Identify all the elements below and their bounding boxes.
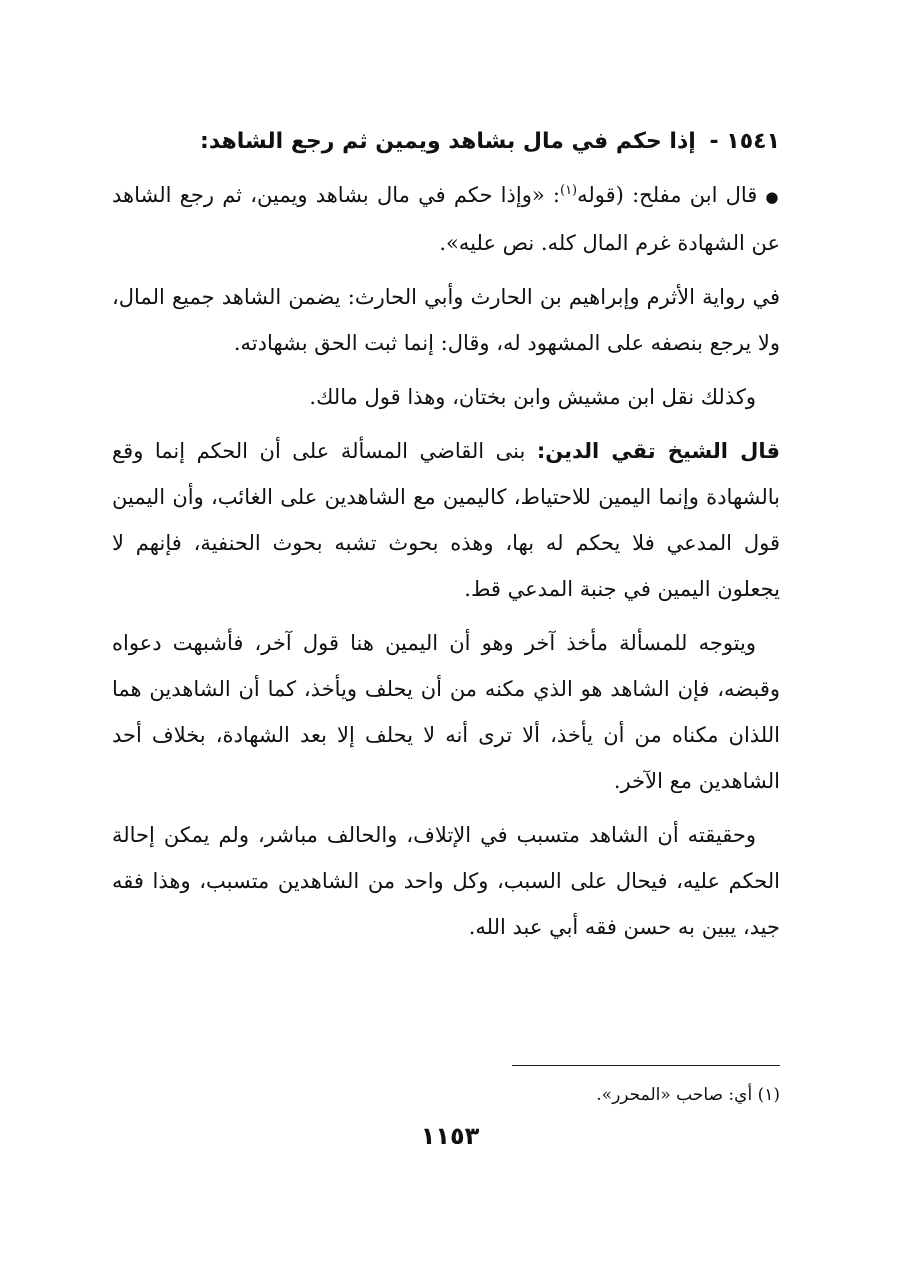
paragraph-3: وكذلك نقل ابن مشيش وابن بختان، وهذا قول مالك. xyxy=(309,384,756,409)
footnote xyxy=(596,1080,780,1110)
paragraph-4-lead: قال الشيخ تقي الدين: xyxy=(536,438,780,463)
paragraph-2: في رواية الأثرم وإبراهيم بن الحارث وأبي الحارث: يضمن الشاهد جميع المال، ولا يرجع بنصفه على المشهود له، وقال: إنما ثبت الحق بشهادته. xyxy=(112,284,780,355)
footnote-marker: (١) xyxy=(757,1085,780,1105)
footnote-text: أي: صاحب «المحرر». xyxy=(596,1085,753,1105)
footnote-divider xyxy=(512,1065,780,1066)
paragraph-1 xyxy=(112,172,780,266)
paragraph-1-part-b: : «وإذا حكم في مال بشاهد ويمين، ثم رجع الشاهد عن الشهادة غرم المال كله. نص عليه». xyxy=(112,183,780,255)
section-title: إذا حكم في مال بشاهد ويمين ثم رجع الشاهد: xyxy=(200,129,696,154)
paragraph-6: وحقيقته أن الشاهد متسبب في الإتلاف، والحالف مباشر، ولم يمكن إحالة الحكم عليه، فيحال على السبب، وكل واحد من الشاهدين متسبب، وهذا فقه جيد، يبين به حسن فقه أبي عبد الله. xyxy=(112,822,780,939)
page-body xyxy=(112,120,780,958)
page-number: ١١٥٣ xyxy=(420,1122,480,1150)
paragraph-4-rest: بنى القاضي المسألة على أن الحكم إنما وقع بالشهادة وإنما اليمين للاحتياط، كاليمين مع الشاهدين على الغائب، وأن اليمين قول المدعي فلا يحكم له بها، وهذه بحوث تشبه بحوث الحنفية، فإنهم لا يجعلون اليمين في جنبة المدعي قط. xyxy=(112,438,780,601)
paragraph-5: ويتوجه للمسألة مأخذ آخر وهو أن اليمين هنا قول آخر، فأشبهت دعواه وقبضه، فإن الشاهد هو الذي مكنه من أن يحلف ويأخذ، كما أن الشاهدين هما اللذان مكناه من أن يأخذ، ألا ترى أنه لا يحلف إلا بعد الشهادة، بخلاف أحد الشاهدين مع الآخر. xyxy=(112,630,780,793)
section-heading xyxy=(112,120,780,164)
footnote-reference: (١) xyxy=(559,183,578,198)
bullet-icon: ● xyxy=(765,187,780,206)
paragraph-1-part-a: قال ابن مفلح: (قوله xyxy=(577,183,758,207)
section-number: ١٥٤١ - xyxy=(709,129,780,154)
paragraph-4 xyxy=(112,428,780,612)
